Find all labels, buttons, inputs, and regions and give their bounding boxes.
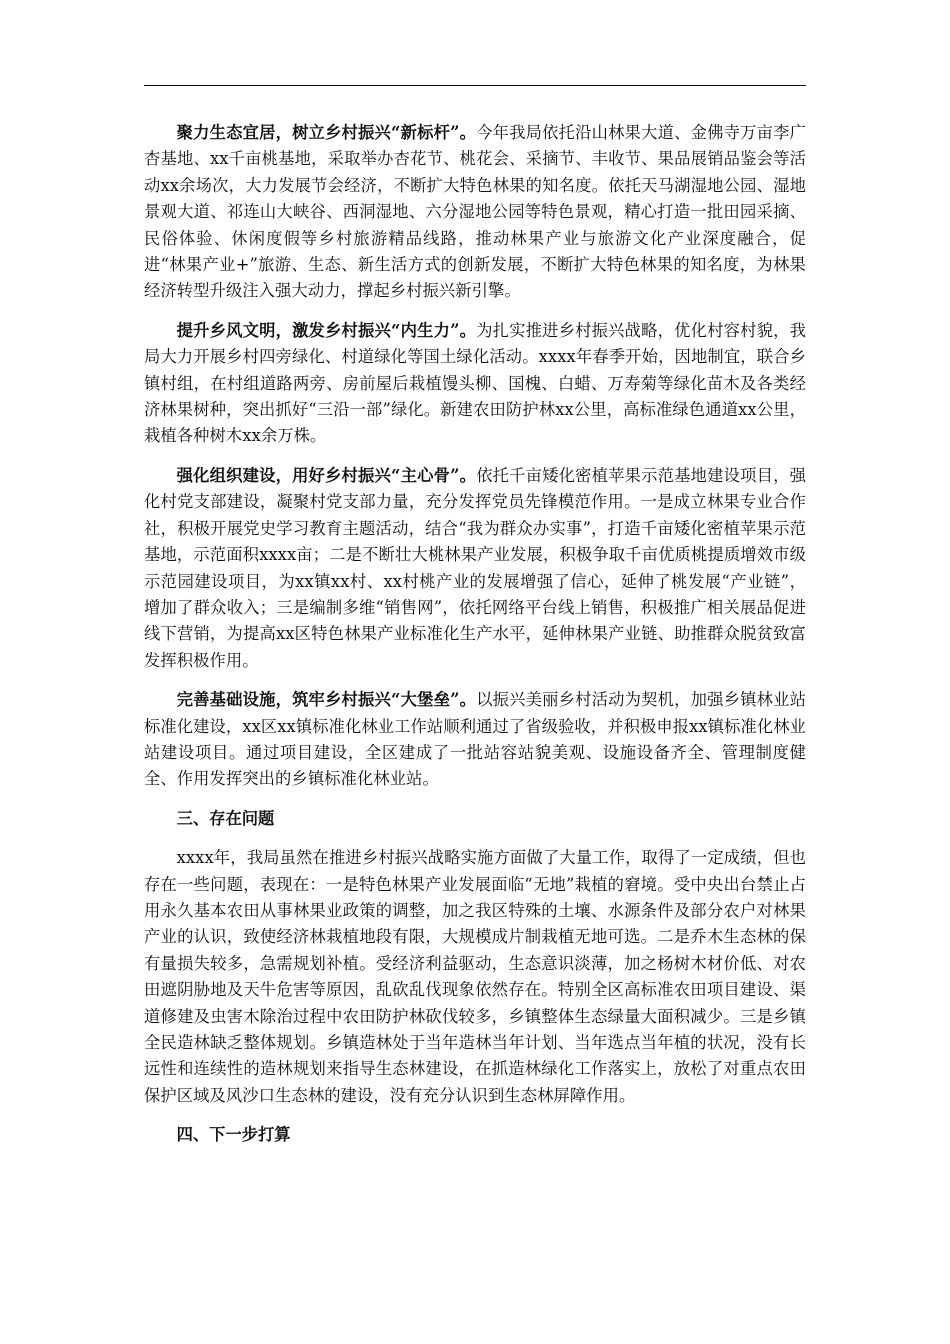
paragraph-text: 今年我局依托沿山林果大道、金佛寺万亩李广杏基地、xx千亩桃基地，采取举办杏花节、桃花会、采摘节、丰收节、果品展销品鉴会等活动xx余场次，大力发展节会经济，不断扩大特色林果的知名度。依托天马湖湿地公园、湿地景观大道、祁连山大峡谷、西洞湿地、六分湿地公园等特色景观，精心打造一批田园采摘、民俗体验、休闲度假等乡村旅游精品线路，推动林果产业与旅游文化产业深度融合，促进“林果产业+”旅游、生态、新生活方式的创新发展，不断扩大特色林果的知名度，为林果经济转型升级注入强大动力，撑起乡村振兴新引擎。 [144,123,806,301]
paragraph-lead: 提升乡风文明，激发乡村振兴“内生力”。 [176,320,477,340]
paragraph-text: 依托千亩矮化密植苹果示范基地建设项目，强化村党支部建设，凝聚村党支部力量，充分发挥党员先锋模范作用。一是成立林果专业合作社，积极开展党史学习教育主题活动，结合“我为群众办实事”，打造千亩矮化密植苹果示范基地，示范面积xxxx亩；二是不断壮大桃林果产业发展，积极争取千亩优质桃提质增效市级示范园建设项目，为xx镇xx村、xx村桃产业的发展增强了信心，延伸了桃发展“产业链”，增加了群众收入；三是编制多维“销售网”，依托网络平台线上销售，积极推广相关展品促进线下营销，为提高xx区特色林果产业标准化生产水平，延伸林果产业链、助推群众脱贫致富发挥积极作用。 [144,465,806,670]
paragraph-lead: 聚力生态宜居，树立乡村振兴“新标杆”。 [176,123,477,142]
paragraph-civilization [144,318,806,450]
section-heading-problems: 三、存在问题 [176,808,275,828]
paragraph-text: 以振兴美丽乡村活动为契机，加强乡镇林业站标准化建设，xx区xx镇标准化林业工作站顺利通过了省级验收，并积极申报xx镇标准化林业站建设项目。通过项目建设，全区建成了一批站容站貌美观、设施设备齐全、管理制度健全、作用发挥突出的乡镇标准化林业站。 [144,690,806,789]
paragraph-text: 为扎实推进乡村振兴战略，优化村容村貌，我局大力开展乡村四旁绿化、村道绿化等国土绿化活动。xxxx年春季开始，因地制宜，联合乡镇村组，在村组道路两旁、房前屋后栽植馒头柳、国槐、白蜡、万寿菊等绿化苗木及各类经济林果树种，突出抓好“三沿一部”绿化。新建农田防护林xx公里，高标准绿色通道xx公里，栽植各种树木xx余万株。 [144,320,806,446]
paragraph-infrastructure [144,687,806,793]
section-heading-next-steps: 四、下一步打算 [176,1125,291,1145]
document-body [144,120,806,1162]
paragraph-ecology [144,120,806,305]
paragraph-lead: 强化组织建设，用好乡村振兴“主心骨”。 [176,465,477,485]
paragraph-problems: xxxx年，我局虽然在推进乡村振兴战略实施方面做了大量工作，取得了一定成绩，但也存在一些问题，表现在：一是特色林果产业发展面临“无地”栽植的窘境。受中央出台禁止占用永久基本农田从事林果业政策的调整，加之我区特殊的土壤、水源条件及部分农户对林果产业的认识，致使经济林栽植地段有限，大规模成片制栽植无地可选。二是乔木生态林的保有量损失较多，急需规划补植。受经济利益驱动，生态意识淡薄，加之杨树木材价低、对农田遮阴胁地及天牛危害等原因，乱砍乱伐现象依然存在。特别全区高标准农田项目建设、渠道修建及虫害木除治过程中农田防护林砍伐较多，乡镇整体生态绿量大面积减少。三是乡镇全民造林缺乏整体规划。乡镇造林处于当年造林当年计划、当年选点当年植的状况，没有长远性和连续性的造林规划来指导生态林建设，在抓造林绿化工作落实上，放松了对重点农田保护区域及风沙口生态林的建设，没有充分认识到生态林屏障作用。 [144,848,806,1105]
paragraph-organization [144,463,806,674]
header-rule [144,85,806,86]
paragraph-lead: 完善基础设施，筑牢乡村振兴“大堡垒”。 [176,690,477,710]
